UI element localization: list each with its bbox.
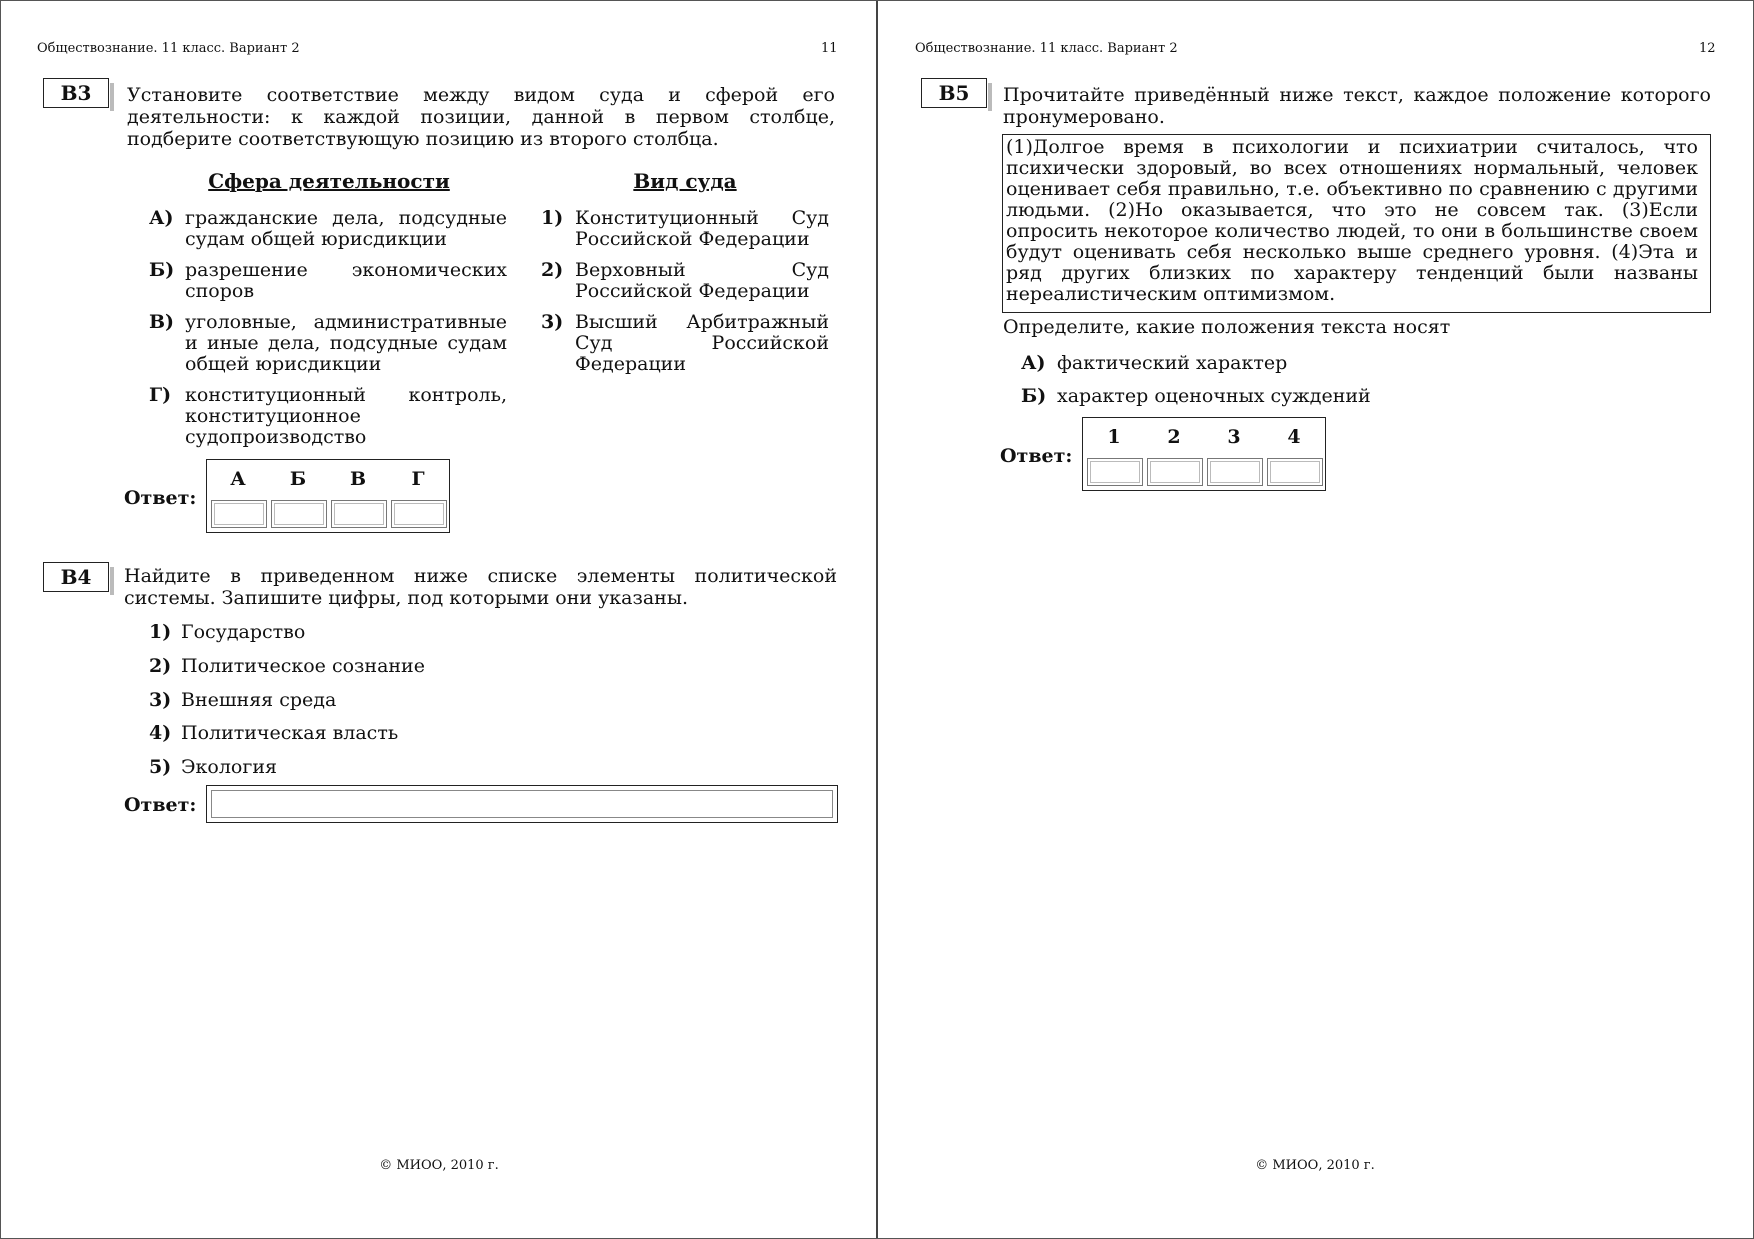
task-label-b5: В5 bbox=[921, 78, 987, 108]
b3-answer-header: Г bbox=[411, 468, 425, 490]
b5-answer-label: Ответ: bbox=[1000, 445, 1073, 467]
b3-answer-cell-b[interactable] bbox=[271, 500, 327, 528]
b3-col-left-title: Сфера деятельности bbox=[208, 169, 450, 193]
b5-answer-cell-3[interactable] bbox=[1207, 458, 1263, 486]
b3-answer-header: В bbox=[349, 468, 367, 490]
task-label-b3: В3 bbox=[43, 78, 109, 108]
b4-answer-field[interactable] bbox=[206, 785, 838, 823]
b5-answer-cell-2[interactable] bbox=[1147, 458, 1203, 486]
task-label-b4: В4 bbox=[43, 562, 109, 592]
b5-answer-header: 4 bbox=[1287, 426, 1301, 448]
b4-answer-label: Ответ: bbox=[124, 794, 197, 816]
exam-spread: Обществознание. 11 класс. Вариант 2 11 В3 Установите соответствие между видом суда и сферой его деятельности: к каждой позиции, данной в первом столбце, подберите соответствующую позицию из второго столбца. Сфера деятельности Вид суда А) гражданские дела, подсудные судам общей юрисдикции Б) разрешение экономических споров В) уголовные, административные и иные дела, подсудные судам общей юрисдикции Г) конституционный контроль, конституционное судопроизводство 1) Конституционный Суд Российской Федерации 2) Верховный Суд Российской Федерации 3) Высший Арбитражный Суд Российской Федерации Ответ: А Б В Г В4 Найдите в приведенном ниже списке элементы политической системы. Запишите цифры, под которыми они указаны. 1) Государство 2) Политическое сознание 3) Внешняя среда 4) Политическая власть 5) Экология Ответ: © МИОО, 2010 г. Обществознание. 11 класс. Вариант 2 12 В5 Прочитайте приведённый ниже текст, каждое положение которого пронумеровано. (1)Долгое время в психологии и психиатрии считалось, что психически здоровый, во всех отношениях нормальный, человек оценивает себя правильно, т.е. объективно по сравнению с другими людьми. (2)Но оказывается, что это не совсем так. (3)Если опросить некоторое количество людей, то они в большинстве своем будут оценивать себя несколько выше среднего уровня. (4)Эта и ряд других близких по характеру тенденций были названы нереалистическим оптимизмом. Определите, какие положения текста носят А) фактический характер Б) характер оценочных суждений Ответ: 1 2 3 4 © МИОО, 2010 г. bbox=[0, 0, 1754, 1239]
right-header-title: Обществознание. 11 класс. Вариант 2 bbox=[915, 41, 1178, 56]
b3-answer-header: А bbox=[230, 468, 246, 490]
right-page-number: 12 bbox=[1699, 41, 1716, 56]
b3-answer-label: Ответ: bbox=[124, 487, 197, 509]
b5-intro: Прочитайте приведённый ниже текст, каждое положение которого пронумеровано. bbox=[1003, 84, 1711, 128]
b3-answer-grid bbox=[206, 459, 450, 533]
b3-intro: Установите соответствие между видом суда и сферой его деятельности: к каждой позиции, данной в первом столбце, подберите соответствующую позицию из второго столбца. bbox=[127, 84, 835, 150]
b4-answer-field-inner bbox=[211, 790, 833, 818]
page-divider bbox=[876, 1, 878, 1238]
b5-answer-cell-4[interactable] bbox=[1267, 458, 1323, 486]
b3-answer-cell-v[interactable] bbox=[331, 500, 387, 528]
b3-answer-cell-g[interactable] bbox=[391, 500, 447, 528]
b5-answer-cell-1[interactable] bbox=[1087, 458, 1143, 486]
b5-quote-box: (1)Долгое время в психологии и психиатрии считалось, что психически здоровый, во всех отношениях нормальный, человек оценивает себя правильно, т.е. объективно по сравнению с другими людьми. (2)Но оказывается, что это не совсем так. (3)Если опросить некоторое количество людей, то они в большинстве своем будут оценивать себя несколько выше среднего уровня. (4)Эта и ряд других близких по характеру тенденций были названы нереалистическим оптимизмом. bbox=[1002, 134, 1711, 313]
left-page-number: 11 bbox=[821, 41, 838, 56]
b5-answer-header: 2 bbox=[1167, 426, 1181, 448]
b3-answer-header: Б bbox=[289, 468, 307, 490]
b5-answer-header: 3 bbox=[1227, 426, 1241, 448]
b3-answer-cell-a[interactable] bbox=[211, 500, 267, 528]
b5-answer-grid bbox=[1082, 417, 1326, 491]
b5-question: Определите, какие положения текста носят bbox=[1003, 316, 1451, 338]
left-header-title: Обществознание. 11 класс. Вариант 2 bbox=[37, 41, 300, 56]
b3-col-right-title: Вид суда bbox=[633, 169, 737, 193]
b5-answer-header: 1 bbox=[1107, 426, 1121, 448]
left-footer: © МИОО, 2010 г. bbox=[379, 1158, 499, 1173]
right-footer: © МИОО, 2010 г. bbox=[1255, 1158, 1375, 1173]
b4-intro: Найдите в приведенном ниже списке элементы политической системы. Запишите цифры, под которыми они указаны. bbox=[124, 565, 837, 609]
